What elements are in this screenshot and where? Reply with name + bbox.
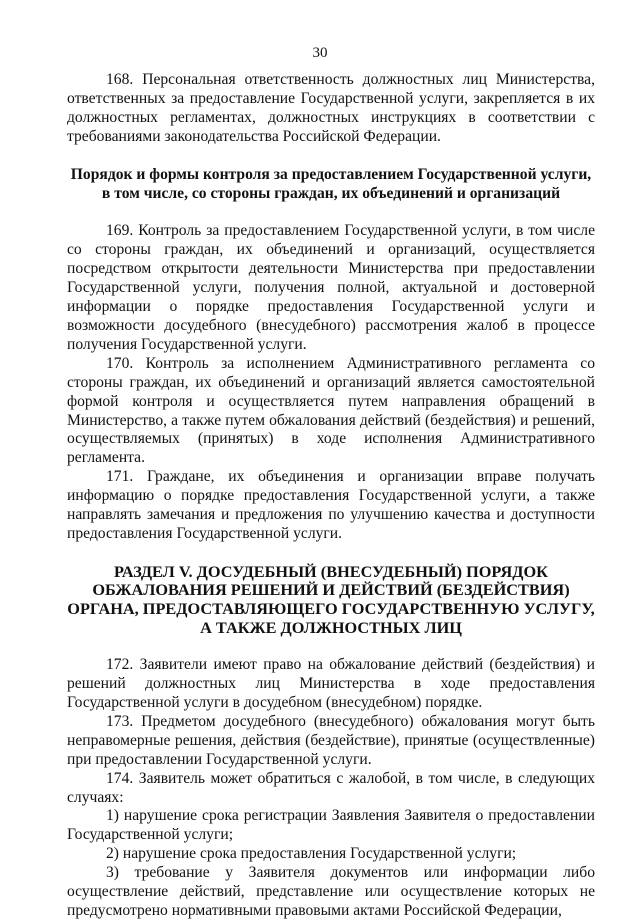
- subsection-heading-control: Порядок и формы контроля за предоставлением Государственной услуги, в том числе, со стороны граждан, их объединений и организаций: [70, 165, 592, 202]
- paragraph-170: 170. Контроль за исполнением Административного регламента со стороны граждан, их объединений и организаций является самостоятельной формой контроля и осуществляется путем направления обращений в Министерство, а также путем обжалования действий (бездействия) и решений, осуществляемых (принятых) в ходе исполнения Административного регламента.: [67, 354, 595, 467]
- list-item-1: 1) нарушение срока регистрации Заявления Заявителя о предоставлении Государственной услуги;: [67, 807, 595, 844]
- paragraph-172: 172. Заявители имеют право на обжалование действий (бездействия) и решений должностных лиц Министерства в ходе предоставления Государственной услуги в досудебном (внесудебном) порядке.: [67, 656, 595, 712]
- paragraph-169: 169. Контроль за предоставлением Государственной услуги, в том числе со стороны граждан, их объединений и организаций, осуществляется посредством открытости деятельности Министерства при предоставлении Государственной услуги, получения полной, актуальной и достоверной информации о порядке предоставления Государственной услуги и возможности досудебного (внесудебного) рассмотрения жалоб в процессе получения Государственной услуги.: [67, 222, 595, 353]
- section-v-heading: РАЗДЕЛ V. ДОСУДЕБНЫЙ (ВНЕСУДЕБНЫЙ) ПОРЯДОК ОБЖАЛОВАНИЯ РЕШЕНИЙ И ДЕЙСТВИЙ (БЕЗДЕЙСТВИЯ) ОРГАНА, ПРЕДОСТАВЛЯЮЩЕГО ГОСУДАРСТВЕННУЮ УСЛУГУ, А ТАКЖЕ ДОЛЖНОСТНЫХ ЛИЦ: [67, 561, 595, 637]
- list-item-2: 2) нарушение срока предоставления Государственной услуги;: [106, 845, 517, 863]
- paragraph-174: 174. Заявитель может обратиться с жалобой, в том числе, в следующих случаях:: [67, 769, 595, 806]
- document-body: [67, 71, 595, 921]
- paragraph-168: 168. Персональная ответственность должностных лиц Министерства, ответственных за предоставление Государственной услуги, закрепляется в их должностных регламентах, должностных инструкциях в соответствии с требованиями законодательства Российской Федерации.: [67, 71, 595, 145]
- paragraph-171: 171. Граждане, их объединения и организации вправе получать информацию о порядке предоставления Государственной услуги, а также направлять замечания и предложения по улучшению качества и доступности предоставления Государственной услуги.: [67, 468, 595, 542]
- page-number: 30: [312, 45, 328, 61]
- list-item-3: 3) требование у Заявителя документов или информации либо осуществление действий, представление или осуществление которых не предусмотрено нормативными правовыми актами Российской Федерации,: [67, 864, 595, 919]
- paragraph-173: 173. Предметом досудебного (внесудебного) обжалования могут быть неправомерные решения, действия (бездействие), принятые (осуществленные) при предоставлении Государственной услуги.: [67, 712, 595, 768]
